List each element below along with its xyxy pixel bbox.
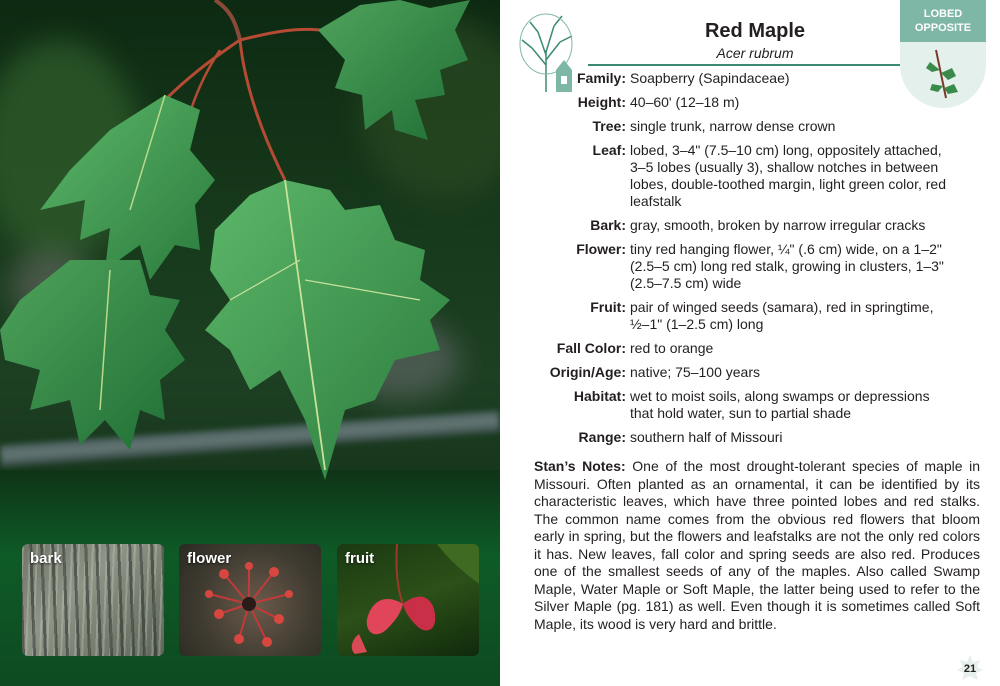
fact-bark (500, 217, 1000, 234)
fruit-thumbnail (337, 544, 479, 656)
fact-label: Tree: (592, 118, 626, 134)
fruit-label: fruit (345, 550, 375, 567)
page-number: 21 (963, 663, 977, 675)
notes-label: Stan’s Notes: (534, 458, 626, 474)
fact-label: Height: (577, 94, 626, 110)
fact-label: Flower: (576, 241, 626, 257)
fact-value: native; 75–100 years (630, 364, 760, 380)
fact-label: Range: (578, 429, 626, 445)
fact-flower (500, 241, 1000, 292)
stans-notes (534, 458, 980, 633)
fact-fall-color (500, 340, 1000, 357)
fact-value: pair of winged seeds (samara), red in springtime, ½–1" (1–2.5 cm) long (630, 299, 934, 332)
bark-thumbnail (22, 544, 164, 656)
fact-label: Fruit: (590, 299, 626, 315)
fact-origin-age (500, 364, 1000, 381)
leaf-type-line-1: LOBED (923, 8, 963, 20)
fact-value: gray, smooth, broken by narrow irregular cracks (630, 217, 926, 233)
fact-family (500, 70, 1000, 87)
fact-label: Origin/Age: (549, 364, 626, 380)
fact-label: Fall Color: (556, 340, 626, 356)
fact-value: 40–60' (12–18 m) (630, 94, 740, 110)
fact-value: red to orange (630, 340, 714, 356)
fact-value: southern half of Missouri (630, 429, 783, 445)
fact-value: single trunk, narrow dense crown (630, 118, 836, 134)
fact-height (500, 94, 1000, 111)
maple-leaves-illustration (0, 0, 500, 500)
fact-habitat (500, 388, 1000, 422)
fact-tree (500, 118, 1000, 135)
fact-list (500, 70, 1000, 453)
bark-label: bark (30, 550, 62, 567)
fact-label: Leaf: (592, 142, 626, 158)
fact-label: Family: (576, 70, 626, 86)
flower-thumbnail (179, 544, 321, 656)
fact-label: Bark: (590, 217, 626, 233)
flower-label: flower (187, 550, 232, 567)
fact-value: wet to moist soils, along swamps or depressions that hold water, sun to partial shade (630, 388, 930, 421)
scientific-name: Acer rubrum (716, 45, 794, 61)
fact-fruit (500, 299, 1000, 333)
fact-value: lobed, 3–4" (7.5–10 cm) long, oppositely attached, 3–5 lobes (usually 3), shallow notches in between lobes, double-toothed margin, light green color, red leafstalk (630, 142, 946, 209)
leaf-type-line-2: OPPOSITE (914, 22, 972, 34)
fact-value: tiny red hanging flower, ¼" (.6 cm) wide, on a 1–2" (2.5–5 cm) long red stalk, growing in clusters, 1–3" (2.5–7.5 cm) wide (630, 241, 944, 291)
notes-text: One of the most drought-tolerant species of maple in Missouri. Often planted as an ornamental, it can be identified by its characteristic leaves, which have three pointed lobes and red stalks. The common name comes from the obvious red flowers that bloom early in spring, but the flowers and leafstalks are not the only red colors it has. New leaves, fall color and spring seeds are also red. Produces one of the smallest seeds of any of the maples. Also called Swamp Maple, Water Maple or Soft Maple, the latter being used to refer to the Silver Maple (pg. 181) as well. Even though it is sometimes called Soft Maple, its wood is very hard and brittle. (534, 458, 980, 632)
text-page (500, 0, 1000, 686)
fact-leaf (500, 142, 1000, 210)
leaf-type-band (900, 0, 986, 42)
fact-label: Habitat: (573, 388, 626, 404)
page-title: Red Maple (704, 20, 806, 42)
fact-range (500, 429, 1000, 446)
fact-value: Soapberry (Sapindaceae) (630, 70, 790, 86)
title-divider (588, 64, 900, 66)
